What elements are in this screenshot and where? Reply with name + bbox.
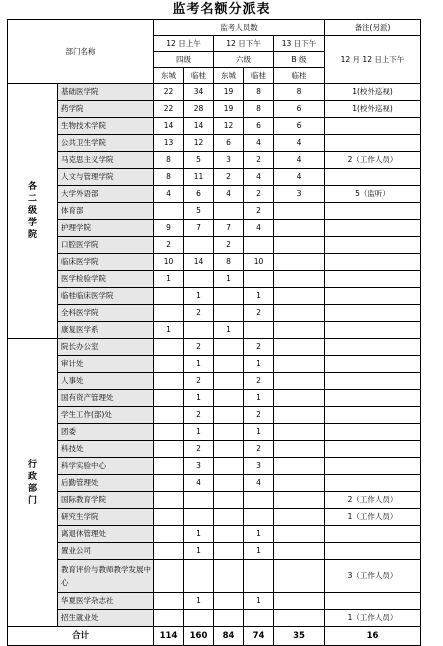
note-cell xyxy=(325,254,421,271)
count-cell: 8 xyxy=(154,169,184,186)
count-cell: 13 xyxy=(154,135,184,152)
dept-name-cell: 人事处 xyxy=(58,373,154,390)
dept-name-cell: 马克思主义学院 xyxy=(58,152,154,169)
table-row xyxy=(8,610,421,627)
table-row xyxy=(8,271,421,288)
dept-name-cell: 全科医学院 xyxy=(58,305,154,322)
count-cell xyxy=(244,610,274,627)
table-row xyxy=(8,593,421,610)
count-cell xyxy=(244,271,274,288)
count-cell: 7 xyxy=(184,220,214,237)
count-cell xyxy=(184,322,214,339)
count-cell xyxy=(154,593,184,610)
note-cell xyxy=(325,424,421,441)
note-cell xyxy=(325,237,421,254)
dept-name-cell: 临床医学院 xyxy=(58,254,154,271)
note-cell xyxy=(325,475,421,492)
note-cell xyxy=(325,441,421,458)
table-row xyxy=(8,373,421,390)
count-cell: 1 xyxy=(184,593,214,610)
count-cell: 4 xyxy=(244,220,274,237)
dept-name-header: 部门名称 xyxy=(8,20,154,84)
count-cell: 34 xyxy=(184,84,214,101)
count-cell: 14 xyxy=(184,254,214,271)
count-cell xyxy=(244,560,274,593)
dept-name-cell: 人文与管理学院 xyxy=(58,169,154,186)
count-cell xyxy=(154,203,184,220)
count-cell: 10 xyxy=(154,254,184,271)
dept-name-cell: 护理学院 xyxy=(58,220,154,237)
notes-header: 备注(另派) xyxy=(325,20,421,36)
campus-header: 临桂 xyxy=(184,68,214,84)
count-cell xyxy=(184,237,214,254)
count-cell xyxy=(274,593,325,610)
table-row xyxy=(8,441,421,458)
table-row xyxy=(8,186,421,203)
count-cell: 9 xyxy=(154,220,184,237)
count-cell xyxy=(154,373,184,390)
dept-name-cell: 后勤管理处 xyxy=(58,475,154,492)
table-row xyxy=(8,101,421,118)
count-cell xyxy=(214,203,244,220)
note-cell xyxy=(325,543,421,560)
count-cell xyxy=(214,610,244,627)
count-cell: 1 xyxy=(244,543,274,560)
dept-name-cell: 大学外语部 xyxy=(58,186,154,203)
note-cell xyxy=(325,526,421,543)
table-row xyxy=(8,407,421,424)
note-cell xyxy=(325,169,421,186)
count-cell xyxy=(154,458,184,475)
session-date: 12 日上午 xyxy=(154,36,214,52)
table-row xyxy=(8,475,421,492)
count-cell xyxy=(274,424,325,441)
note-cell xyxy=(325,390,421,407)
dept-name-cell: 口腔医学院 xyxy=(58,237,154,254)
count-cell: 2 xyxy=(244,339,274,356)
table-row xyxy=(8,220,421,237)
count-cell xyxy=(184,492,214,509)
count-cell: 8 xyxy=(244,101,274,118)
dept-name-cell: 临桂临床医学院 xyxy=(58,288,154,305)
count-cell xyxy=(274,526,325,543)
count-cell xyxy=(214,560,244,593)
count-cell xyxy=(214,424,244,441)
group-label: 各 二 级 学 院 xyxy=(8,84,58,339)
count-cell: 2 xyxy=(214,237,244,254)
notes-subheader: 12 月 12 日上下午 xyxy=(325,36,421,84)
table-row xyxy=(8,237,421,254)
count-cell xyxy=(184,509,214,526)
count-cell xyxy=(274,271,325,288)
session-level: 六级 xyxy=(214,52,274,68)
count-cell: 2 xyxy=(244,305,274,322)
dept-name-cell: 院长办公室 xyxy=(58,339,154,356)
session-date: 12 日下午 xyxy=(214,36,274,52)
count-cell xyxy=(154,356,184,373)
count-cell xyxy=(184,271,214,288)
count-cell: 19 xyxy=(214,101,244,118)
count-cell xyxy=(214,390,244,407)
count-cell xyxy=(154,492,184,509)
count-cell xyxy=(274,492,325,509)
count-cell: 4 xyxy=(274,152,325,169)
count-cell xyxy=(184,610,214,627)
table-row xyxy=(8,305,421,322)
count-cell: 5 xyxy=(184,203,214,220)
count-cell xyxy=(274,203,325,220)
count-cell: 2 xyxy=(184,339,214,356)
count-cell: 3 xyxy=(244,458,274,475)
count-cell: 2 xyxy=(244,441,274,458)
count-cell: 19 xyxy=(214,84,244,101)
dept-name-cell: 审计处 xyxy=(58,356,154,373)
page-title: 监考名额分派表 xyxy=(172,2,271,17)
count-cell xyxy=(214,526,244,543)
note-cell xyxy=(325,135,421,152)
count-cell: 6 xyxy=(274,101,325,118)
count-cell: 6 xyxy=(214,135,244,152)
count-cell: 1 xyxy=(244,526,274,543)
count-cell: 22 xyxy=(154,84,184,101)
count-cell: 2 xyxy=(244,203,274,220)
count-cell xyxy=(214,373,244,390)
table-row xyxy=(8,118,421,135)
total-note: 16 xyxy=(325,627,421,646)
count-cell: 4 xyxy=(244,135,274,152)
count-cell xyxy=(274,390,325,407)
count-cell xyxy=(154,390,184,407)
count-cell: 2 xyxy=(154,237,184,254)
count-cell: 1 xyxy=(154,271,184,288)
count-cell xyxy=(274,220,325,237)
note-cell xyxy=(325,220,421,237)
table-row xyxy=(8,356,421,373)
table-row xyxy=(8,288,421,305)
count-cell xyxy=(154,526,184,543)
note-cell: 3（工作人员） xyxy=(325,560,421,593)
dept-name-cell: 康复医学系 xyxy=(58,322,154,339)
count-cell xyxy=(274,610,325,627)
table-row xyxy=(8,135,421,152)
count-cell: 2 xyxy=(244,407,274,424)
count-cell: 2 xyxy=(244,152,274,169)
table-row xyxy=(8,84,421,101)
count-cell xyxy=(154,441,184,458)
count-cell xyxy=(214,305,244,322)
count-cell: 2 xyxy=(214,169,244,186)
campus-header: 东城 xyxy=(154,68,184,84)
count-cell: 2 xyxy=(184,441,214,458)
count-cell xyxy=(214,407,244,424)
count-cell xyxy=(274,356,325,373)
dept-name-cell: 基础医学院 xyxy=(58,84,154,101)
dept-name-cell: 医学检验学院 xyxy=(58,271,154,288)
count-cell: 6 xyxy=(274,118,325,135)
table-row xyxy=(8,509,421,526)
count-cell xyxy=(214,509,244,526)
note-cell xyxy=(325,407,421,424)
count-cell: 1 xyxy=(184,526,214,543)
table-row xyxy=(8,169,421,186)
dept-name-cell: 华夏医学杂志社 xyxy=(58,593,154,610)
note-cell: 1(校外巡视) xyxy=(325,101,421,118)
table-row xyxy=(8,492,421,509)
count-cell: 1 xyxy=(184,356,214,373)
quota-table xyxy=(7,19,421,646)
note-cell xyxy=(325,339,421,356)
count-cell xyxy=(154,610,184,627)
note-cell xyxy=(325,305,421,322)
count-cell: 3 xyxy=(214,152,244,169)
count-cell: 3 xyxy=(274,186,325,203)
count-cell: 6 xyxy=(244,118,274,135)
count-cell: 12 xyxy=(214,118,244,135)
table-row xyxy=(8,203,421,220)
campus-header: 临桂 xyxy=(274,68,325,84)
table-row xyxy=(8,526,421,543)
count-cell: 1 xyxy=(244,390,274,407)
session-date: 13 日下午 xyxy=(274,36,325,52)
count-cell xyxy=(214,441,244,458)
group-label: 行 政 部 门 xyxy=(8,339,58,627)
dept-name-cell: 置业公司 xyxy=(58,543,154,560)
count-cell xyxy=(274,458,325,475)
table-row xyxy=(8,254,421,271)
note-cell xyxy=(325,322,421,339)
count-cell xyxy=(274,543,325,560)
dept-name-cell: 国有资产管理处 xyxy=(58,390,154,407)
count-cell xyxy=(184,560,214,593)
count-cell xyxy=(214,475,244,492)
note-cell xyxy=(325,373,421,390)
count-cell: 5 xyxy=(184,152,214,169)
count-cell xyxy=(154,560,184,593)
note-cell: 1(校外巡视) xyxy=(325,84,421,101)
count-cell xyxy=(154,475,184,492)
count-cell xyxy=(154,339,184,356)
note-cell: 5（监听） xyxy=(325,186,421,203)
session-level: 四级 xyxy=(154,52,214,68)
count-cell: 7 xyxy=(214,220,244,237)
count-cell: 4 xyxy=(154,186,184,203)
note-cell xyxy=(325,271,421,288)
note-cell: 1（工作人员） xyxy=(325,509,421,526)
count-cell: 1 xyxy=(244,356,274,373)
count-cell: 10 xyxy=(244,254,274,271)
campus-header: 临桂 xyxy=(244,68,274,84)
count-cell: 28 xyxy=(184,101,214,118)
dept-name-cell: 学生工作(部)处 xyxy=(58,407,154,424)
count-cell xyxy=(274,509,325,526)
total-label: 合计 xyxy=(8,627,154,646)
note-cell xyxy=(325,288,421,305)
table-row xyxy=(8,560,421,593)
count-cell: 1 xyxy=(184,543,214,560)
count-cell: 2 xyxy=(244,373,274,390)
note-cell xyxy=(325,118,421,135)
count-cell xyxy=(154,407,184,424)
count-cell xyxy=(274,322,325,339)
total-value: 160 xyxy=(184,627,214,646)
table-row xyxy=(8,390,421,407)
count-cell: 22 xyxy=(154,101,184,118)
count-cell xyxy=(274,373,325,390)
count-cell xyxy=(274,237,325,254)
count-cell: 1 xyxy=(184,288,214,305)
count-cell xyxy=(214,288,244,305)
count-cell: 2 xyxy=(184,373,214,390)
count-cell: 1 xyxy=(184,424,214,441)
count-cell: 4 xyxy=(274,169,325,186)
count-cell: 14 xyxy=(184,118,214,135)
count-cell xyxy=(214,593,244,610)
count-cell: 4 xyxy=(184,475,214,492)
total-value: 114 xyxy=(154,627,184,646)
count-cell: 1 xyxy=(214,322,244,339)
dept-name-cell: 生物技术学院 xyxy=(58,118,154,135)
count-cell: 2 xyxy=(184,407,214,424)
note-cell: 1（工作人员） xyxy=(325,610,421,627)
dept-name-cell: 招生就业处 xyxy=(58,610,154,627)
count-cell: 2 xyxy=(244,186,274,203)
dept-name-cell: 公共卫生学院 xyxy=(58,135,154,152)
note-cell xyxy=(325,356,421,373)
dept-name-cell: 团委 xyxy=(58,424,154,441)
count-cell xyxy=(274,305,325,322)
count-cell xyxy=(244,509,274,526)
count-cell: 4 xyxy=(244,475,274,492)
dept-name-cell: 国际教育学院 xyxy=(58,492,154,509)
count-cell xyxy=(214,543,244,560)
table-row xyxy=(8,424,421,441)
count-cell: 8 xyxy=(274,84,325,101)
dept-name-cell: 研究生学院 xyxy=(58,509,154,526)
count-cell: 4 xyxy=(274,135,325,152)
count-cell xyxy=(244,237,274,254)
total-value: 35 xyxy=(274,627,325,646)
count-cell: 11 xyxy=(184,169,214,186)
count-cell xyxy=(274,254,325,271)
count-cell: 1 xyxy=(244,593,274,610)
count-cell: 12 xyxy=(184,135,214,152)
table-row xyxy=(8,152,421,169)
total-value: 84 xyxy=(214,627,244,646)
count-cell xyxy=(244,492,274,509)
session-level: B 级 xyxy=(274,52,325,68)
table-row xyxy=(8,543,421,560)
count-cell: 4 xyxy=(244,169,274,186)
count-cell: 1 xyxy=(184,390,214,407)
count-cell: 4 xyxy=(214,186,244,203)
count-cell xyxy=(274,288,325,305)
count-cell xyxy=(244,322,274,339)
count-cell: 8 xyxy=(244,84,274,101)
count-cell xyxy=(214,339,244,356)
table-row xyxy=(8,322,421,339)
count-cell: 2 xyxy=(184,305,214,322)
count-cell xyxy=(274,560,325,593)
count-cell: 1 xyxy=(244,424,274,441)
note-cell: 2（工作人员） xyxy=(325,152,421,169)
note-cell xyxy=(325,203,421,220)
count-cell xyxy=(274,407,325,424)
note-cell xyxy=(325,458,421,475)
table-row xyxy=(8,339,421,356)
count-cell xyxy=(154,305,184,322)
campus-header: 东城 xyxy=(214,68,244,84)
count-cell: 8 xyxy=(214,254,244,271)
note-cell: 2（工作人员） xyxy=(325,492,421,509)
note-cell xyxy=(325,593,421,610)
dept-name-cell: 离退休管理处 xyxy=(58,526,154,543)
dept-name-cell: 体育部 xyxy=(58,203,154,220)
count-cell: 1 xyxy=(154,322,184,339)
count-cell xyxy=(274,475,325,492)
count-cell: 8 xyxy=(154,152,184,169)
count-cell: 14 xyxy=(154,118,184,135)
dept-name-cell: 科学实验中心 xyxy=(58,458,154,475)
count-cell xyxy=(214,458,244,475)
table-row xyxy=(8,458,421,475)
dept-name-cell: 药学院 xyxy=(58,101,154,118)
count-cell: 3 xyxy=(184,458,214,475)
count-cell xyxy=(214,492,244,509)
count-cell xyxy=(214,356,244,373)
count-cell: 1 xyxy=(214,271,244,288)
count-cell xyxy=(154,509,184,526)
count-cell xyxy=(274,339,325,356)
count-cell: 6 xyxy=(184,186,214,203)
dept-name-cell: 教育评价与教师教学发展中心 xyxy=(58,560,154,593)
invigilators-header: 监考人员数 xyxy=(154,20,325,36)
count-cell xyxy=(154,424,184,441)
total-value: 74 xyxy=(244,627,274,646)
count-cell: 1 xyxy=(244,288,274,305)
count-cell xyxy=(274,441,325,458)
count-cell xyxy=(154,543,184,560)
dept-name-cell: 科技处 xyxy=(58,441,154,458)
count-cell xyxy=(154,288,184,305)
